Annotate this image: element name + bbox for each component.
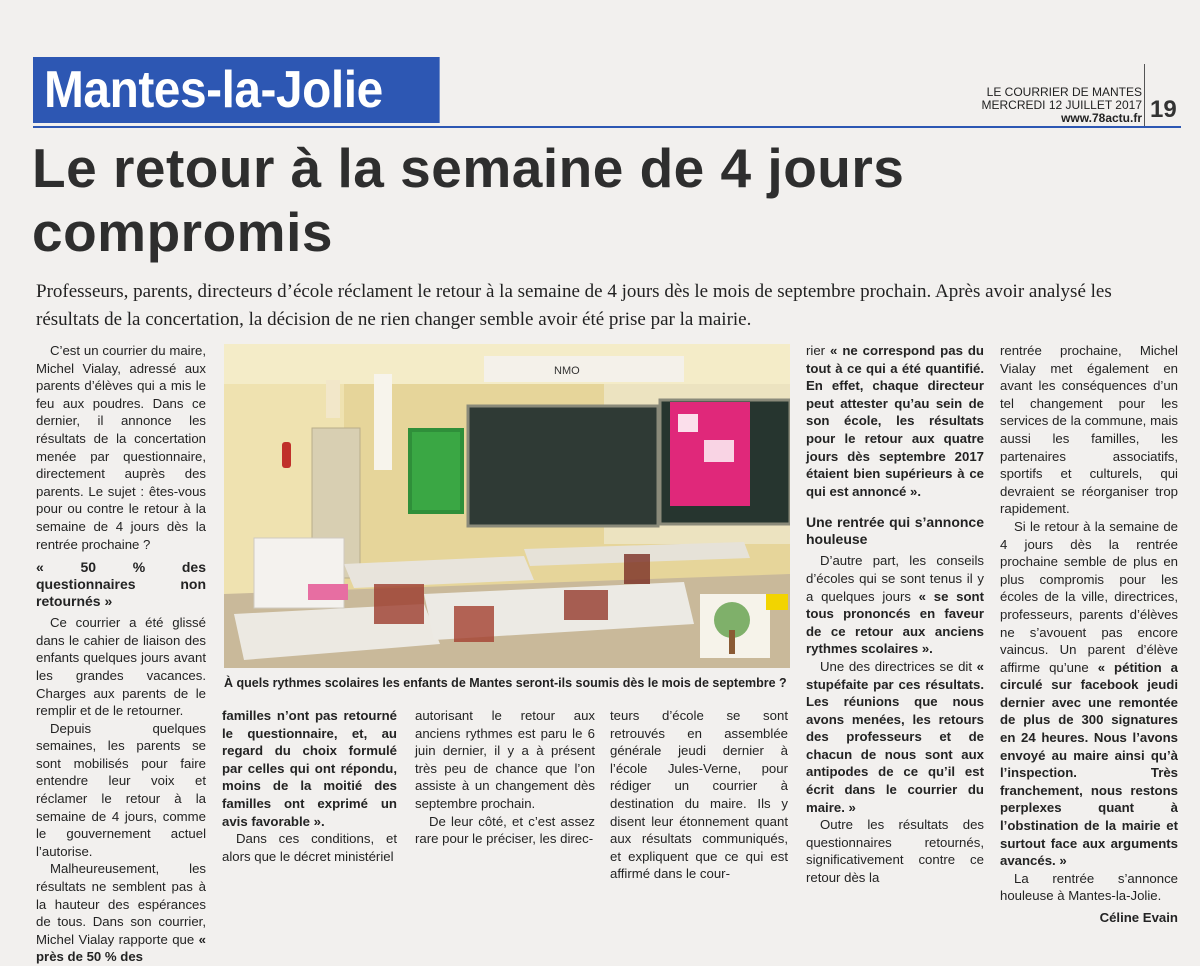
quote: « stupéfaite par ces résultats. Les réunions que nous avons menées, les retours des professeurs et de chacun de nous sont aux antipodes de ce qu’il est écrit dans le courrier du maire. » — [806, 658, 984, 815]
text-run: D’autre part, les conseils d’écoles qui se sont tenus il y a quelques jours — [806, 553, 984, 604]
classroom-image — [224, 344, 790, 668]
author-signature: Céline Evain — [1099, 910, 1178, 925]
masthead-date: MERCREDI 12 JUILLET 2017 — [981, 98, 1142, 112]
article-column-6 — [1000, 342, 1178, 927]
text-run: Une des directrices se dit — [820, 658, 977, 674]
header-rule — [33, 126, 1181, 128]
classroom-photo — [224, 344, 790, 668]
paragraph: rentrée prochaine, Michel Vialay met également en avant les conséquences d’un tel changement pour les services de la commune, mais aussi les familles, les partenaires associatifs, sportifs et culturels, qui devraient se réorganiser trop rapidement. — [1000, 343, 1178, 517]
paragraph — [36, 860, 206, 966]
quote: « ne correspond pas du tout à ce qui a été quantifié. En effet, chaque directeur peut attester qu’au sein de son école, les résultats pour le retour aux quatre jours dès septembre 2017 étaient bien supérieurs à ce qui est annoncé ». — [806, 343, 984, 499]
paragraph — [806, 342, 984, 500]
masthead-website: www.78actu.fr — [1061, 111, 1142, 125]
paragraph: teurs d’école se sont retrouvés en assemblée générale jeudi dernier à l’école Jules-Verne, pour rédiger un courrier à destination du maire. Ils y disent leur étonnement quant aux résultats communiqués, et expliquent que ce qui est affirmé dans le cour- — [610, 708, 788, 882]
paragraph — [1000, 518, 1178, 870]
quote: « près de 50 % des — [36, 931, 206, 965]
article-column-1 — [36, 342, 206, 966]
paragraph: La rentrée s’annonce houleuse à Mantes-la-Jolie. — [1000, 870, 1178, 904]
text-run: Si le retour à la semaine de 4 jours dès la rentrée prochaine semble de plus en plus compromis pour les écoles de la ville, directrices, professeurs, parents d’élèves ne s’avouent pas encore vaincus. Un parent d’élève affirme qu’une — [1000, 518, 1178, 675]
text-run: Malheureusement, les résultats ne semblent pas à la hauteur des espérances de tous. Dans son courrier, Michel Vialay rapporte que — [36, 861, 206, 947]
article-column-4 — [610, 707, 788, 883]
photo-caption: À quels rythmes scolaires les enfants de Mantes seront-ils soumis dès le mois de septembre ? — [224, 676, 787, 690]
text-run: rier — [806, 343, 831, 358]
lead-paragraph: Professeurs, parents, directeurs d’école réclament le retour à la semaine de 4 jours dès le mois de septembre prochain. Après avoir analysé les résultats de la concertation, la décision de ne rien changer semble avoir été prise par la mairie. — [36, 281, 1112, 330]
paragraph — [806, 658, 984, 816]
paragraph: De leur côté, et c’est assez rare pour le préciser, les direc- — [415, 813, 595, 847]
board-letters: NMO — [554, 365, 580, 377]
masthead-paper: LE COURRIER DE MANTES — [986, 85, 1142, 99]
quote: « pétition a circulé sur facebook jeudi dernier avec une remontée de plus de 300 signatures en 24 heures. Nous l’avons envoyé au maire ainsi qu’à l’inspection. Très franchement, nous restons perplexes quant à l’obstination de la mairie et surtout face aux arguments avancés. » — [1000, 659, 1179, 869]
quote: « se sont tous prononcés en faveur de ce retour aux anciens rythmes scolaires ». — [806, 588, 984, 657]
paragraph: Depuis quelques semaines, les parents se sont mobilisés pour faire entendre leur voix et réclamer le retour à la semaine de 4 jours, comme le gouvernement actuel l’autorise. — [36, 720, 206, 859]
masthead — [981, 86, 1142, 125]
section-tag: Mantes-la-Jolie — [33, 57, 440, 123]
paragraph: Outre les résultats des questionnaires retournés, significativement contre ce retour dès la — [806, 817, 984, 886]
article-column-3 — [415, 707, 595, 848]
paragraph: C’est un courrier du maire, Michel Vialay, adressé aux parents d’élèves qui a mis le feu aux poudres. Dans ce dernier, il annonce les résultats de la concertation menée par questionnaire, directement auprès des parents. Le sujet : êtes-vous pour ou contre le retour à la semaine de 4 jours dès la rentrée prochaine ? — [36, 343, 206, 552]
article-column-2 — [222, 707, 397, 865]
paragraph: autorisant le retour aux anciens rythmes est paru le 6 juin dernier, il y a à présent très peu de chance que l’on assiste à un changement dès septembre prochain. — [415, 708, 595, 811]
subheading: « 50 % des questionnaires non retournés » — [36, 559, 206, 610]
headline: Le retour à la semaine de 4 jours compromis — [32, 137, 905, 263]
paragraph: Ce courrier a été glissé dans le cahier de liaison des enfants quelques jours avant les grandes vacances. Charges aux parents de le remplir et de le retourner. — [36, 615, 206, 719]
quote: familles n’ont pas retourné le questionnaire, et, au regard du choix formulé par celles qui ont répondu, moins de la moitié des familles ont exprimé un avis favorable ». — [222, 708, 397, 829]
article-column-5 — [806, 342, 984, 887]
paragraph — [806, 552, 984, 658]
subheading: Une rentrée qui s’annonce houleuse — [806, 514, 984, 548]
header-divider — [1144, 64, 1145, 126]
page-number: 19 — [1150, 96, 1177, 123]
paragraph: Dans ces conditions, et alors que le décret ministériel — [222, 831, 397, 864]
